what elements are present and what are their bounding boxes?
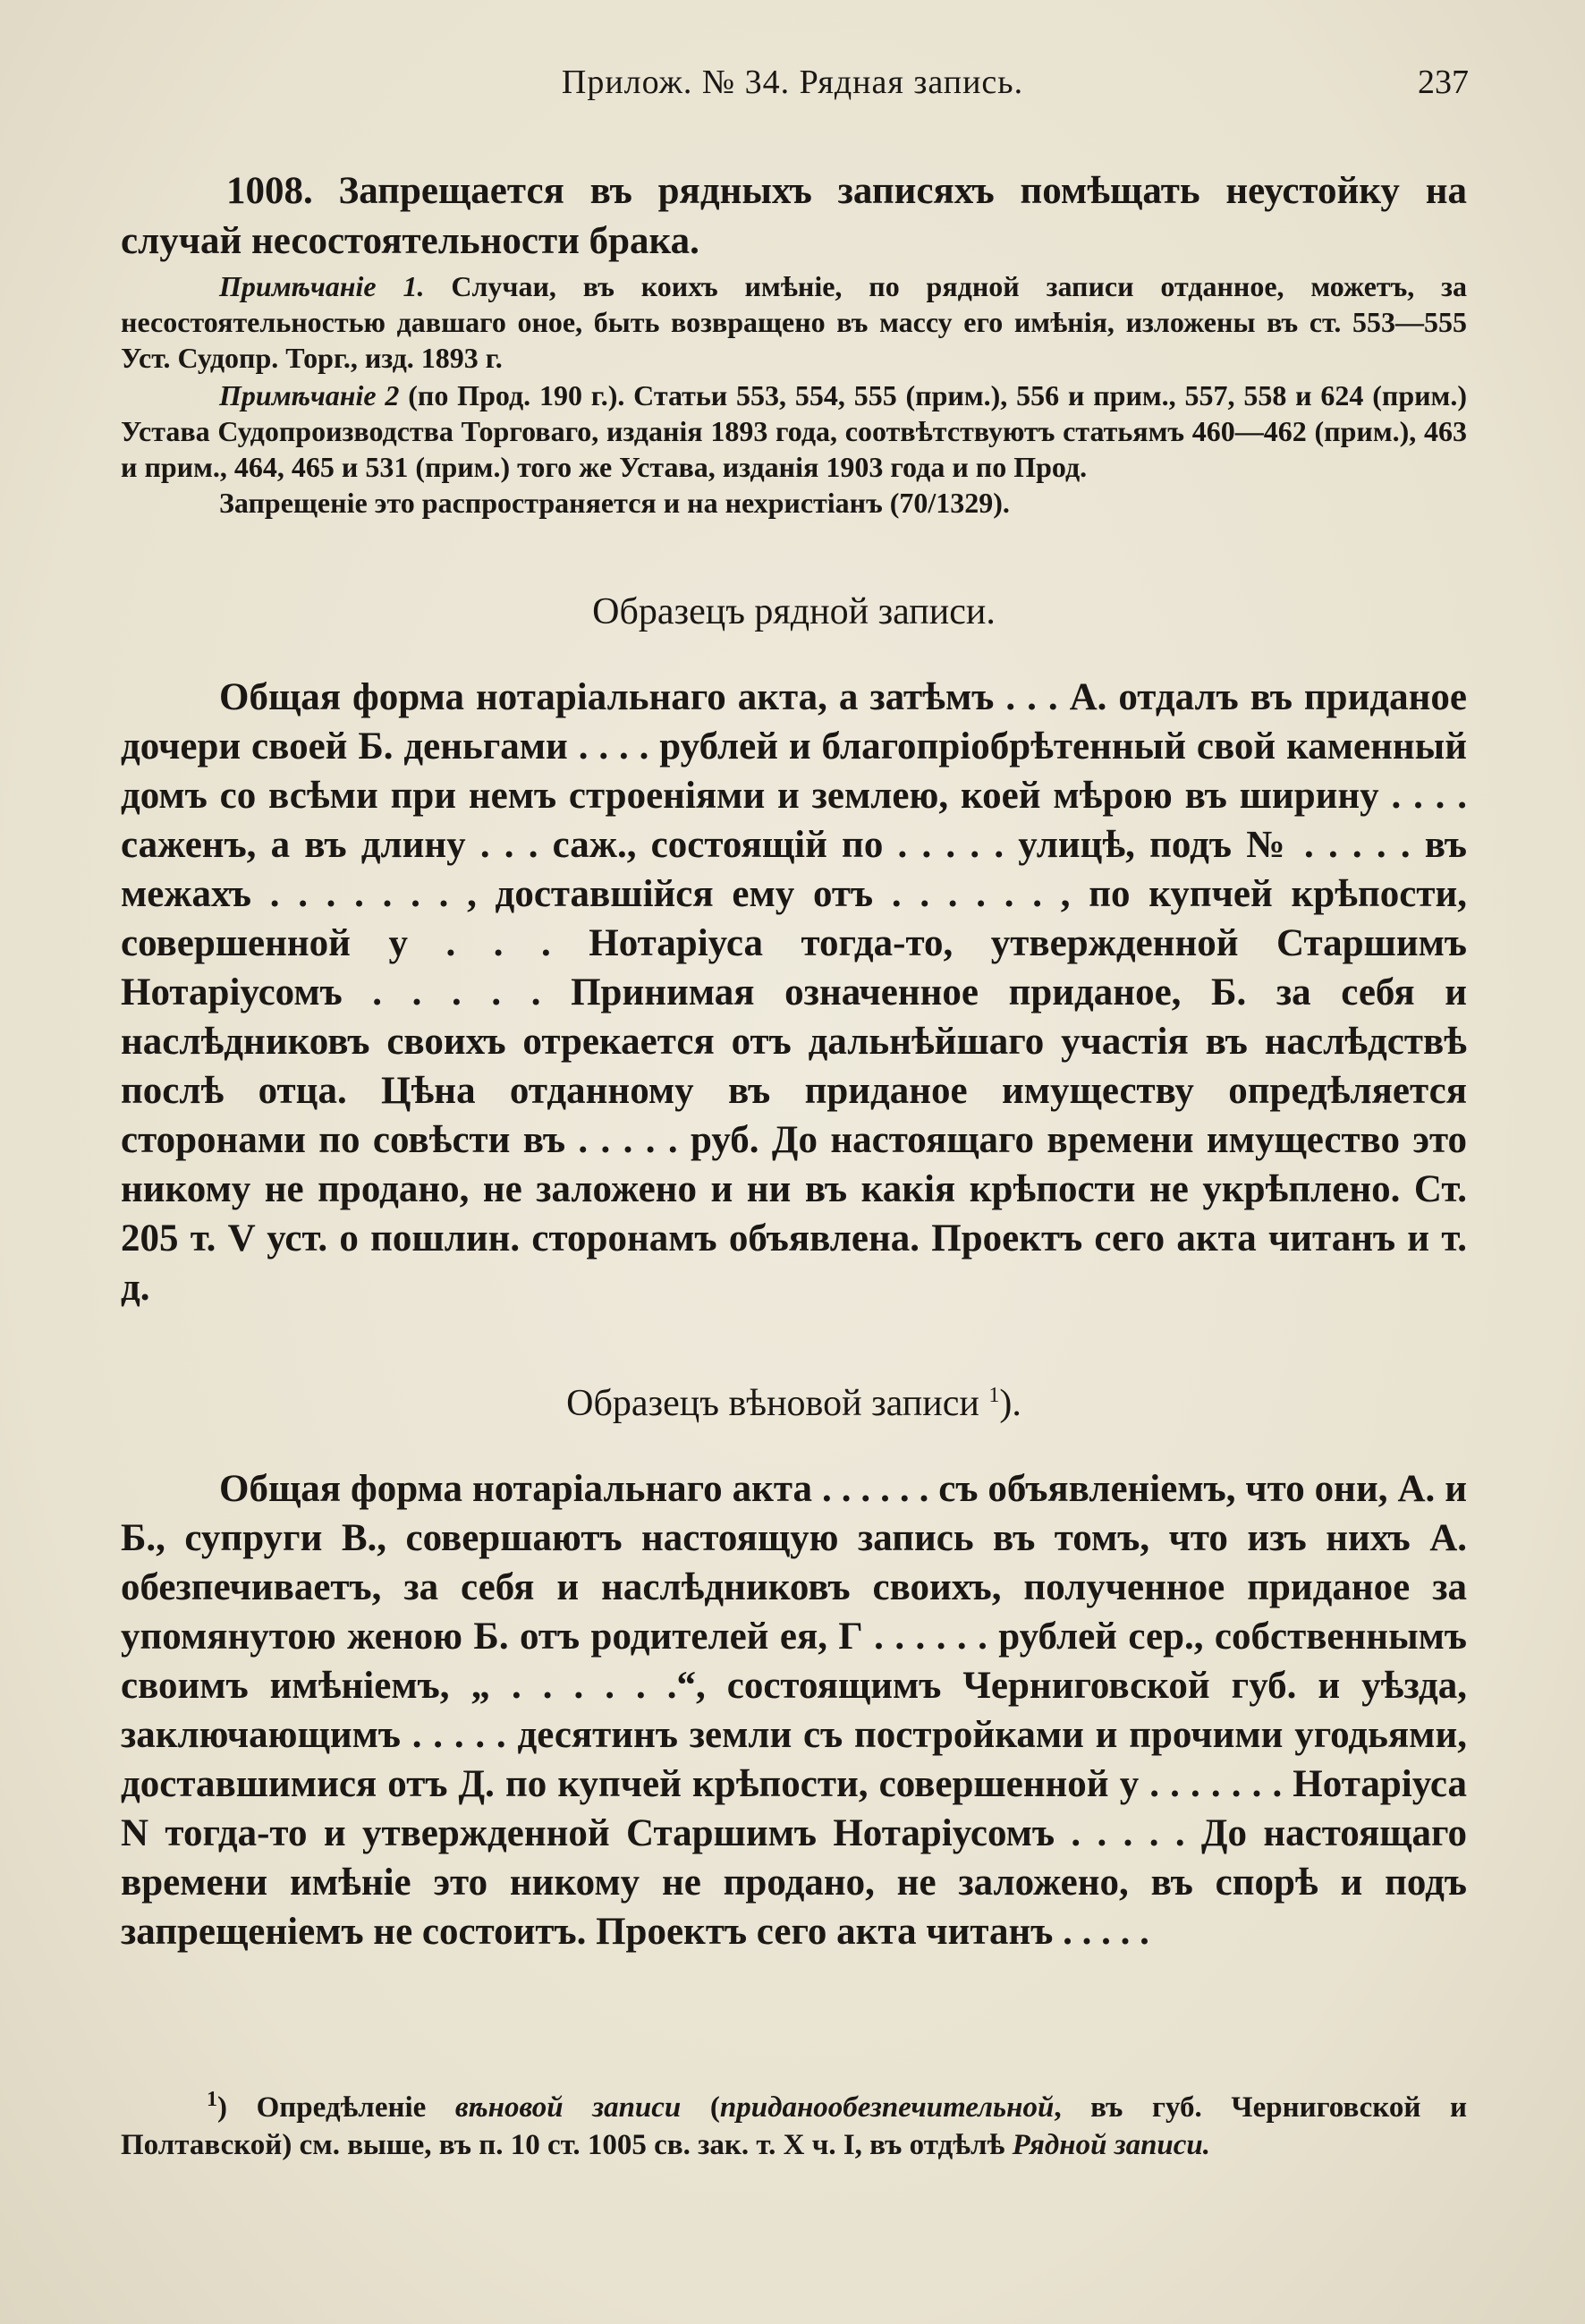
running-head: Прилож. № 34. Рядная запись.	[561, 64, 1024, 101]
section-2-title-text: Образецъ вѣновой записи	[566, 1383, 979, 1424]
note-1-label: Примѣчаніе 1.	[219, 270, 425, 302]
section-2-footnote-mark: 1	[988, 1384, 1000, 1407]
article-number: 1008.	[226, 170, 313, 212]
section-1-title: Образецъ рядной записи.	[592, 591, 996, 632]
section-2-title-end: ).	[999, 1383, 1021, 1424]
section-1-text: Общая форма нотаріальнаго акта, а затѣмъ . . . А. отдалъ въ приданое дочери своей Б. деньгами . . . . рублей и благопріобрѣтенный свой каменный домъ со всѣми при немъ строеніями и землею, коей мѣрою въ ширину . . . . саженъ, а въ длину . . . саж., состоящій по . . . . . улицѣ, подъ № . . . . . въ межахъ . . . . . . . , доставшійся ему отъ . . . . . . , по купчей крѣпости, совершенной у . . . Нотаріуса тогда-то, утвержденной Старшимъ Нотаріусомъ . . . . . Принимая означенное приданое, Б. за себя и наслѣдниковъ своихъ отрекается отъ дальнѣйшаго участія въ наслѣдствѣ послѣ отца. Цѣна отданному въ приданое имуществу опредѣляется сторонами по совѣсти въ . . . . . руб. До настоящаго времени имущество это никому не продано, не заложено и ни въ какія крѣпости не укрѣплено. Ст. 205 т. V уст. о пошлин. сторонамъ объявлена. Проектъ сего акта читанъ и т. д.	[121, 676, 1467, 1309]
page-header	[116, 63, 1469, 107]
note-2-text: (по Прод. 190 г.). Статьи 553, 554, 555 (прим.), 556 и прим., 557, 558 и 624 (прим.) Устава Судопроизводства Торговаго, изданія 1893 года, соотвѣтствуютъ статьямъ 460—462 (прим.), 463 и прим., 464, 465 и 531 (прим.) того же Устава, изданія 1903 года и по Прод.	[121, 379, 1468, 483]
body-text	[121, 166, 1467, 1956]
section-2-text: Общая форма нотаріальнаго акта . . . . . . съ объявленіемъ, что они, А. и Б., супруги В., совершаютъ настоящую запись въ томъ, что изъ нихъ А. обезпечиваетъ, за себя и наслѣдниковъ своихъ, полученное приданое за упомянутою женою Б. отъ родителей ея, Г . . . . . . рублей сер., собственнымъ своимъ имѣніемъ, „ . . . . . .“, состоящимъ Черниговской губ. и уѣзда, заключающимъ . . . . . десятинъ земли съ постройками и прочими угодьями, доставшимися отъ Д. по купчей крѣпости, совершенной у . . . . . . . Нотаріуса N тогда-то и утвержденной Старшимъ Нотаріусомъ . . . . . До настоящаго времени имѣніе это никому не продано, не заложено, въ спорѣ и подъ запрещеніемъ не состоитъ. Проектъ сего акта читанъ . . . . .	[121, 1468, 1467, 1953]
note-1-text: Случаи, въ коихъ имѣніе, по рядной записи отданное, можетъ, за несостоятельностью давшаго оное, быть возвращено въ массу его имѣнія, изложены въ ст. 553—555 Уст. Судопр. Торг., изд. 1893 г.	[121, 270, 1468, 374]
footnote-part-a: ) Опредѣленіе	[217, 2091, 455, 2124]
page-number: 237	[1418, 64, 1469, 101]
note-2-label: Примѣчаніе 2	[219, 379, 400, 411]
article-text: Запрещается въ рядныхъ записяхъ помѣщать неустойку на случай несостоятельности брака.	[121, 170, 1467, 262]
note-2-extra: Запрещеніе это распространяется и на нехристіанъ (70/1329).	[219, 487, 1010, 519]
article-1008	[121, 166, 1467, 267]
footnote-part-c: , въ губ. Черниговской и Полтавской) см. выше, въ п. 10 ст. 1005 св. зак. т. X ч. I, въ отдѣлѣ	[121, 2091, 1467, 2161]
footnote-italic-c: Рядной записи.	[1012, 2129, 1211, 2161]
section-2-title	[121, 1382, 1467, 1425]
note-2	[121, 377, 1467, 485]
footnote-italic-b: приданообезпечительной	[719, 2091, 1055, 2124]
footnote	[121, 2089, 1467, 2164]
footnote-part-b: (	[681, 2091, 720, 2124]
footnote-italic-a: вѣновой записи	[454, 2091, 682, 2124]
note-1	[121, 268, 1467, 376]
footnote-mark: 1	[207, 2088, 217, 2111]
